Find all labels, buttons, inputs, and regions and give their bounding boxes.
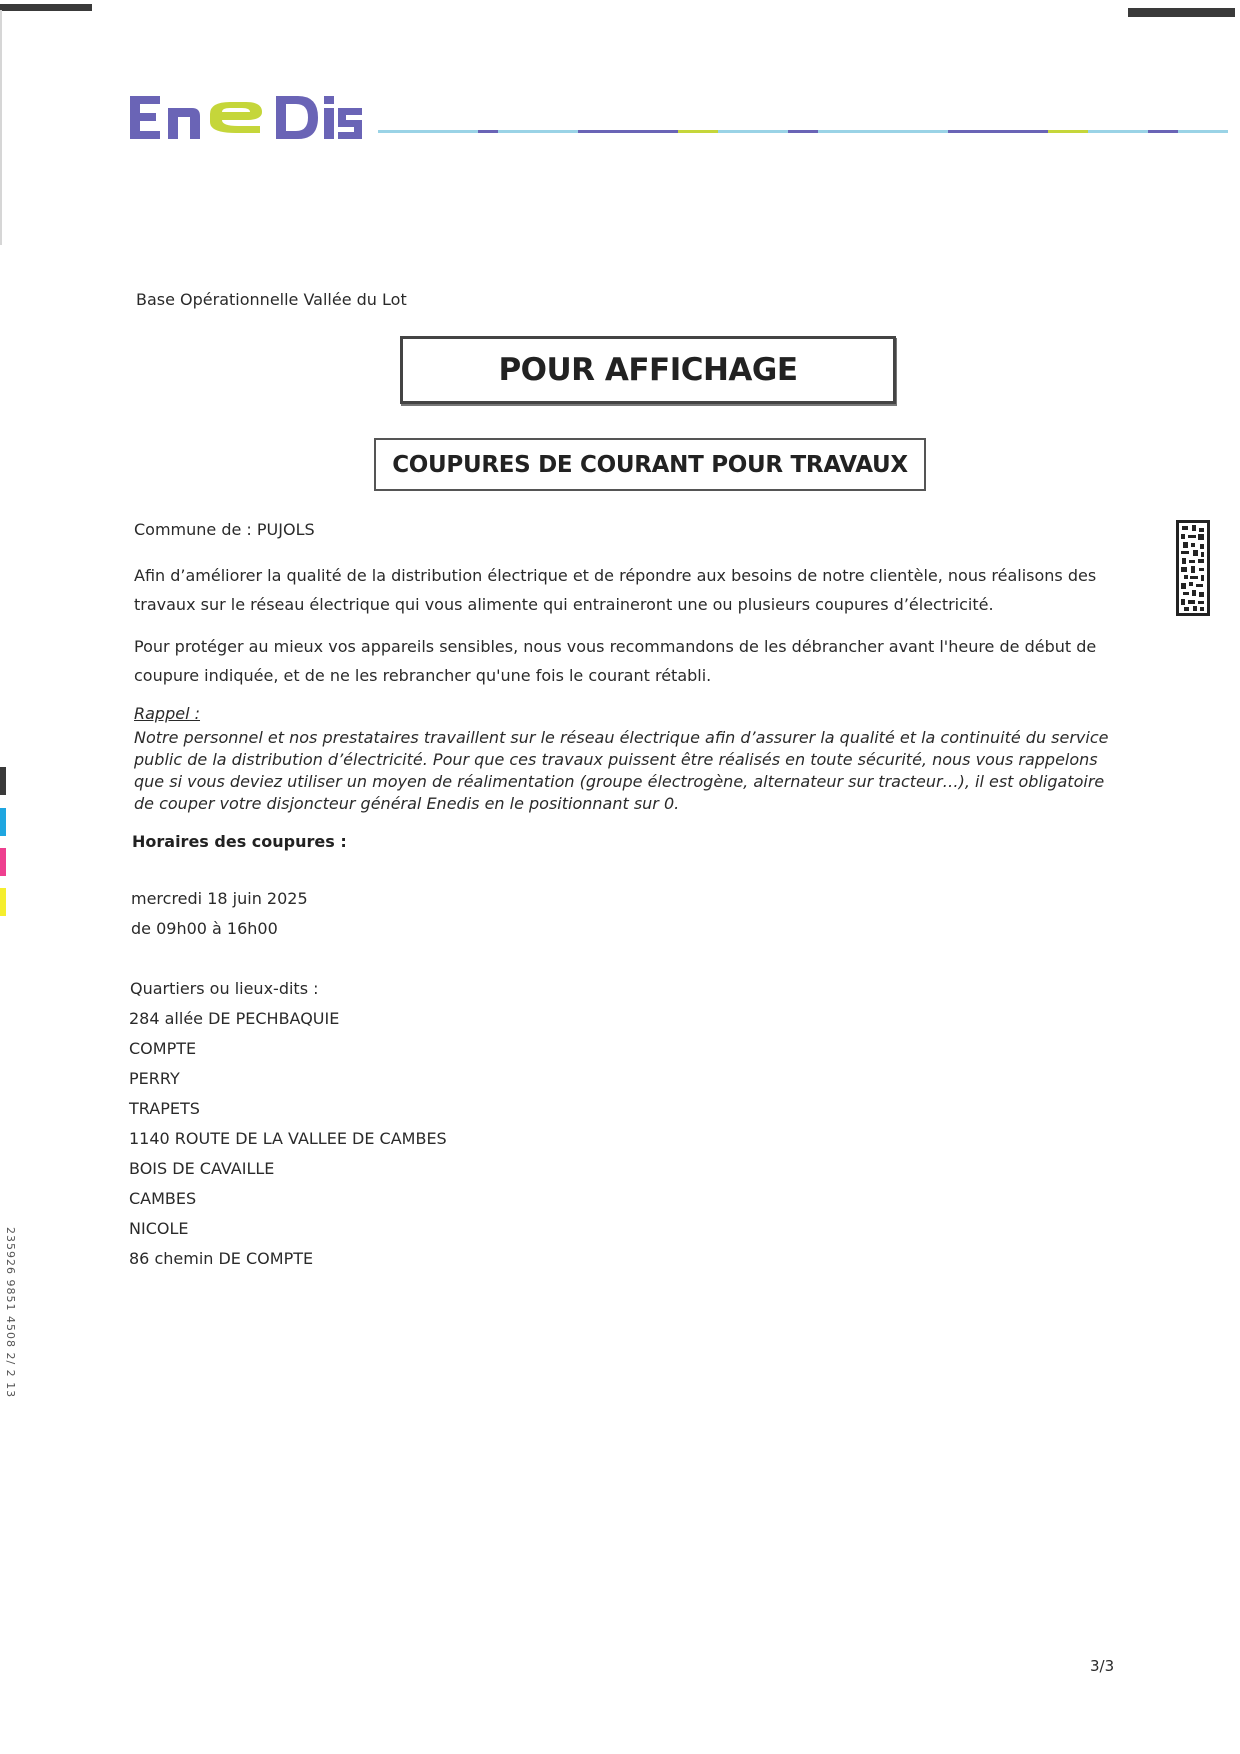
location-item: NICOLE [129,1219,189,1238]
notice-subtitle: COUPURES DE COURANT POUR TRAVAUX [392,451,908,478]
datamatrix-code-icon [1176,520,1210,616]
paragraph-advice: Pour protéger au mieux vos appareils sensibles, nous vous recommandons de les débrancher avant l'heure de début de coupure indiquée, et de ne les rebrancher qu'une fois le courant rétabli. [134,637,1097,685]
location-item: 1140 ROUTE DE LA VALLEE DE CAMBES [129,1129,447,1148]
commune: Commune de : PUJOLS [134,520,315,539]
location-item: 284 allée DE PECHBAQUIE [129,1009,340,1028]
notice-title: POUR AFFICHAGE [498,352,798,388]
color-swatch-black [0,767,6,795]
location-item: COMPTE [129,1039,197,1058]
paragraph-intro: Afin d’améliorer la qualité de la distribution électrique et de répondre aux besoins de notre clientèle, nous réalisons des travaux sur le réseau électrique qui vous alimente qui entraineront une ou plusieurs coupures d’électricité. [134,566,1097,614]
location-item: TRAPETS [129,1099,200,1118]
notice-subtitle-box [374,438,926,491]
color-swatch-cyan [0,808,6,836]
notice-title-box [400,336,896,404]
schedule-date: mercredi 18 juin 2025 [131,889,308,908]
location-item: BOIS DE CAVAILLE [129,1159,275,1178]
schedule-heading: Horaires des coupures : [132,832,347,851]
rappel-label [134,704,200,723]
rappel-colon: : [189,704,201,723]
location-item: CAMBES [129,1189,197,1208]
base-operationnelle: Base Opérationnelle Vallée du Lot [136,290,407,309]
side-print-code: 235926 9851 4508 2/ 2 13 [4,1227,17,1399]
logo-dashed-rule [378,130,1228,133]
color-swatch-magenta [0,848,6,876]
scan-mark-top-left [0,4,92,11]
enedis-logo [126,82,366,152]
page-number: 3/3 [1090,1657,1115,1675]
locations-label: Quartiers ou lieux-dits : [130,979,319,998]
location-item: 86 chemin DE COMPTE [129,1249,314,1268]
rappel-label-text: Rappel [134,704,190,723]
location-item: PERRY [129,1069,180,1088]
rappel-text: Notre personnel et nos prestataires travaillent sur le réseau électrique afin d’assurer la qualité et la continuité du service public de la distribution d’électricité. Pour que ces travaux puissent être réalisés en toute sécurité, nous vous rappelons que si vous deviez utiliser un moyen de réalimentation (groupe électrogène, alternateur sur tracteur…), il est obligatoire de couper votre disjoncteur général Enedis en le positionnant sur 0. [134,728,1109,813]
scan-mark-top-right [1128,8,1235,17]
scan-edge-line [0,10,2,245]
color-swatch-yellow [0,888,6,916]
schedule-time: de 09h00 à 16h00 [131,919,278,938]
